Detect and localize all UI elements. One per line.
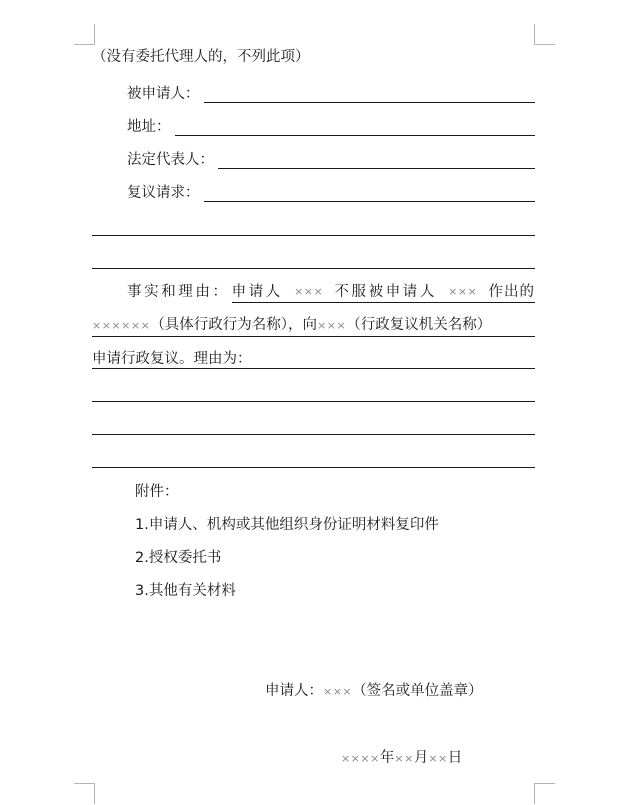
page-corner-mark-bottom-left: [74, 783, 95, 804]
request-blank[interactable]: [204, 183, 536, 202]
request-row: [127, 182, 535, 202]
facts-apply-text: 申请行政复议。理由为：: [92, 351, 252, 367]
request-blank-line-3[interactable]: [92, 268, 535, 269]
signature-label: 申请人：: [265, 683, 323, 699]
address-blank[interactable]: [175, 117, 536, 136]
reason-blank-line-3[interactable]: [92, 467, 535, 468]
legal-rep-label: 法定代表人：: [127, 152, 214, 168]
facts-applicant-word: 申请人: [231, 284, 283, 300]
facts-line-1: [127, 283, 535, 303]
address-row: [127, 116, 535, 136]
facts-disagree-text: 不服被申请人: [334, 284, 437, 300]
reason-blank-line-2[interactable]: [92, 434, 535, 435]
facts-line-3: [92, 350, 535, 368]
attachment-item: 2.授权委托书: [135, 550, 222, 566]
request-blank-line-2[interactable]: [92, 235, 535, 236]
placeholder-authority: ×××: [317, 319, 347, 332]
respondent-name-row: [127, 83, 535, 103]
attachment-item: 3.其他有关材料: [135, 583, 236, 599]
facts-made-text: 作出的: [488, 284, 535, 300]
page-corner-mark-bottom-right: [534, 783, 555, 804]
attachment-item: 1.申请人、机构或其他组织身份证明材料复印件: [135, 517, 439, 533]
legal-rep-row: [127, 149, 535, 169]
request-label: 复议请求：: [127, 185, 200, 201]
facts-authority-name-text: （行政复议机关名称）: [346, 317, 492, 333]
signature-hint: （签名或单位盖章）: [352, 683, 483, 699]
placeholder-applicant: ×××: [294, 285, 324, 298]
facts-underline-3[interactable]: [92, 368, 535, 369]
date-year-char: 年: [379, 750, 395, 766]
facts-line-2: [92, 316, 535, 337]
signature-line: [265, 682, 483, 701]
date-month-placeholder: ××: [394, 752, 414, 765]
attachments-title: 附件：: [135, 484, 179, 500]
page-corner-mark-top-right: [534, 24, 555, 45]
date-month-char: 月: [413, 750, 429, 766]
facts-action-name-text: （具体行政行为名称），向: [150, 317, 318, 333]
date-line: [341, 749, 462, 768]
date-day-char: 日: [447, 750, 463, 766]
address-label: 地址：: [127, 119, 171, 135]
date-year-placeholder: ××××: [341, 752, 380, 765]
placeholder-respondent: ×××: [448, 285, 478, 298]
legal-rep-blank[interactable]: [218, 150, 535, 169]
placeholder-action: ××××××: [92, 319, 151, 332]
page-corner-mark-top-left: [74, 24, 95, 45]
facts-label: 事实和理由：: [127, 284, 230, 300]
no-agent-note: （没有委托代理人的，不列此项）: [92, 49, 310, 65]
reason-blank-line-1[interactable]: [92, 401, 535, 402]
facts-line-1-underlined: [232, 283, 535, 303]
date-day-placeholder: ××: [428, 752, 448, 765]
signature-placeholder: ×××: [323, 685, 353, 698]
respondent-name-blank[interactable]: [204, 84, 536, 103]
respondent-name-label: 被申请人：: [127, 86, 200, 102]
